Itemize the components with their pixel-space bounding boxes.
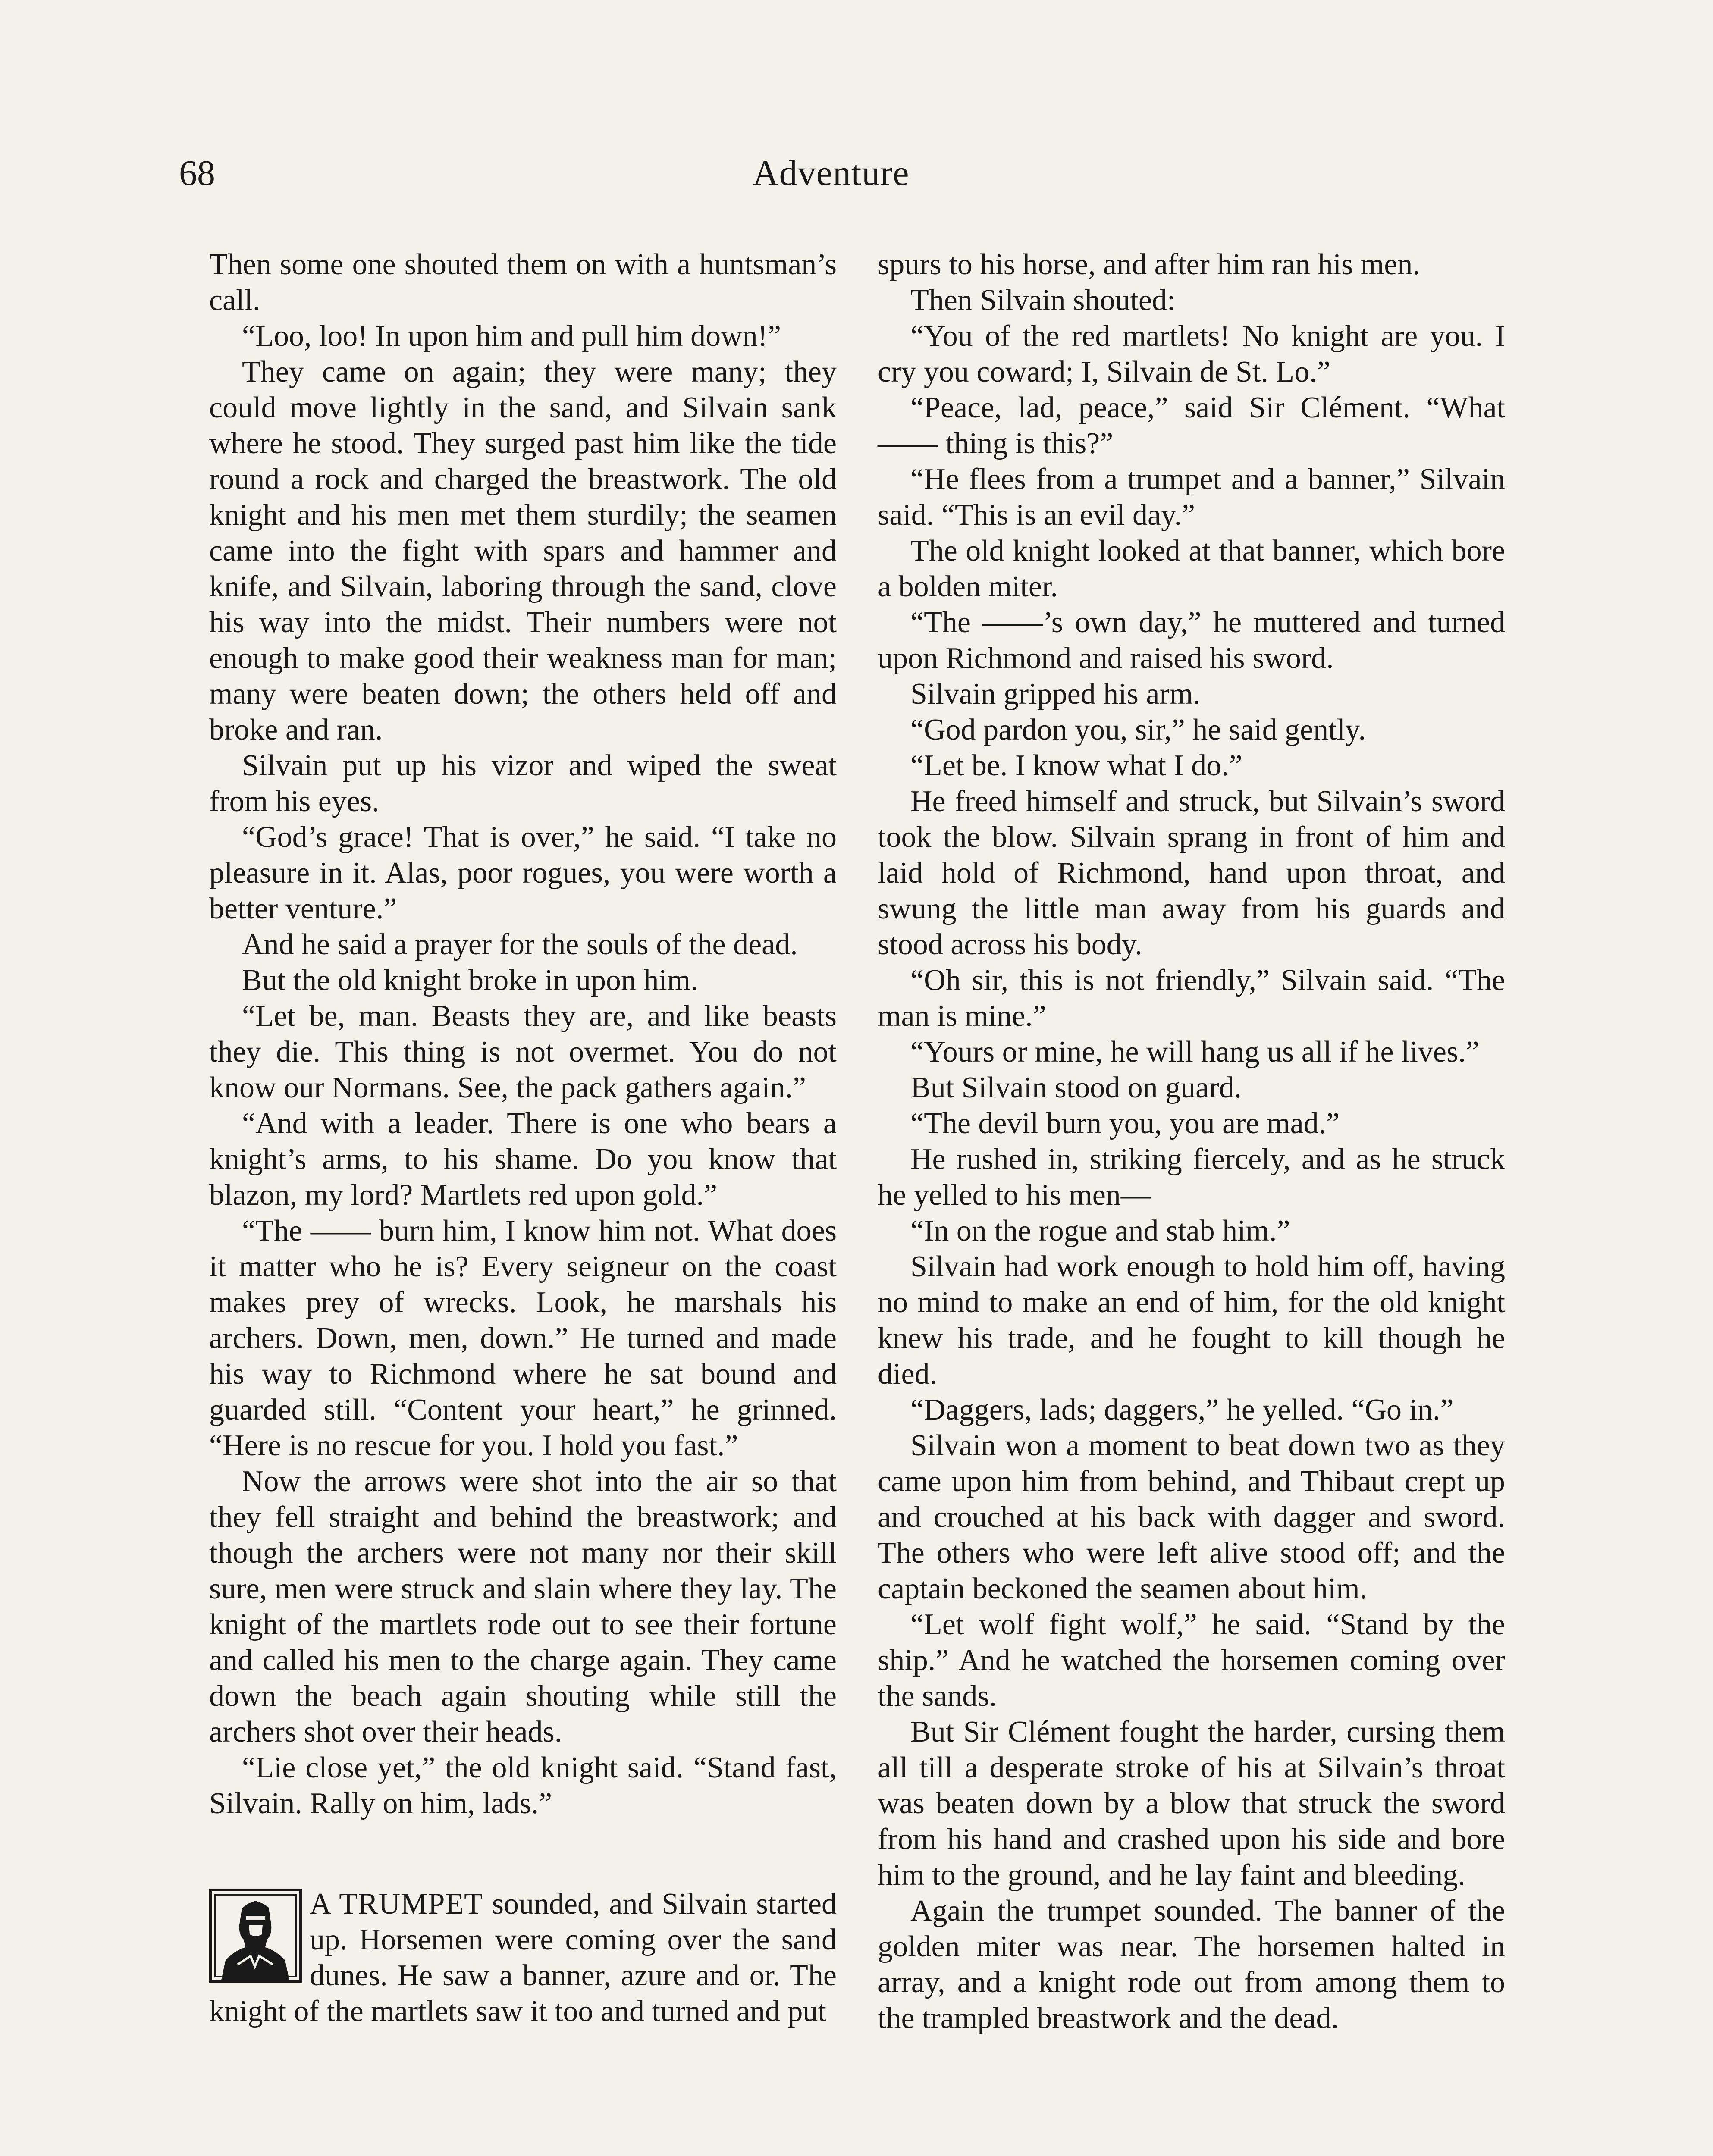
paragraph: “Let wolf fight wolf,” he said. “Stand by the ship.” And he watched the horsemen coming over the sands. [878, 1608, 1505, 1713]
continued-line: spurs to his horse, and after him ran his men. [878, 248, 1420, 281]
paragraph: Then Silvain shouted: [910, 284, 1176, 317]
paragraph: “He flees from a trumpet and a banner,” Silvain said. “This is an evil day.” [878, 463, 1505, 532]
illustrated-dropcap-icon [209, 1889, 302, 1983]
section-lead-caps: A TRUMPET [310, 1887, 483, 1921]
paragraph: He freed himself and struck, but Silvain’s sword took the blow. Silvain sprang in front of him and laid hold of Richmond, hand upon throat, and swung the little man away from his guards and stood across his body. [878, 785, 1505, 961]
paragraph: “The devil burn you, you are mad.” [910, 1107, 1340, 1140]
running-title: Adventure [753, 153, 910, 193]
paragraph: He rushed in, striking fiercely, and as he struck he yelled to his men— [878, 1143, 1505, 1212]
paragraph: “You of the red martlets! No knight are you. I cry you coward; I, Silvain de St. Lo.” [878, 320, 1505, 389]
paragraph: “God’s grace! That is over,” he said. “I take no pleasure in it. Alas, poor rogues, you were worth a better venture.” [209, 821, 837, 925]
paragraph: But Sir Clément fought the harder, cursing them all till a desperate stroke of his at Silvain’s throat was beaten down by a blow that struck the sword from his hand and crashed upon his side and bore him to the ground, and he lay faint and bleeding. [878, 1715, 1505, 1892]
right-column [878, 247, 1505, 2036]
paragraph: But the old knight broke in upon him. [242, 964, 698, 997]
paragraph: Silvain had work enough to hold him off, having no mind to make an end of him, for the old knight knew his trade, and he fought to kill though he died. [878, 1250, 1505, 1391]
paragraph: Again the trumpet sounded. The banner of the golden miter was near. The horsemen halted in array, and a knight rode out from among them to the trampled breastwork and the dead. [878, 1894, 1505, 2035]
paragraph: Silvain gripped his arm. [910, 677, 1201, 711]
paragraph: “Loo, loo! In upon him and pull him down!” [242, 320, 781, 353]
paragraph: “The ——’s own day,” he muttered and turned upon Richmond and raised his sword. [878, 606, 1505, 675]
paragraph: Now the arrows were shot into the air so that they fell straight and behind the breastwork; and though the archers were not many nor their skill sure, men were struck and slain where they lay. The knight of the martlets rode out to see their fortune and called his men to the charge again. They came down the beach again shouting while still the archers shot over their heads. [209, 1465, 837, 1749]
left-column [209, 247, 837, 2029]
paragraph: “Yours or mine, he will hang us all if he lives.” [910, 1035, 1479, 1069]
paragraph: “Let be. I know what I do.” [910, 749, 1242, 782]
section-lead-rest: sounded, and Silvain started up. Horsemen were coming over the sand dunes. He saw a banner, azure and or. The knight of the martlets saw it too and turned and put [209, 1887, 837, 2028]
paragraph: And he said a prayer for the souls of the dead. [242, 928, 798, 961]
paragraph: Silvain won a moment to beat down two as they came upon him from behind, and Thibaut crept up and crouched at his back with dagger and sword. The others who were left alive stood off; and the captain beckoned the seamen about him. [878, 1429, 1505, 1605]
paragraph: “Lie close yet,” the old knight said. “Stand fast, Silvain. Rally on him, lads.” [209, 1751, 837, 1820]
paragraph: “The —— burn him, I know him not. What does it matter who he is? Every seigneur on the coast makes prey of wrecks. Look, he marshals his archers. Down, men, down.” He turned and made his way to Richmond where he sat bound and guarded still. “Content your heart,” he grinned. “Here is no rescue for you. I hold you fast.” [209, 1214, 837, 1462]
paragraph: The old knight looked at that banner, which bore a bolden miter. [878, 534, 1505, 603]
paragraph: “And with a leader. There is one who bears a knight’s arms, to his shame. Do you know that blazon, my lord? Martlets red upon gold.” [209, 1107, 837, 1212]
paragraph: “Daggers, lads; daggers,” he yelled. “Go in.” [910, 1393, 1454, 1426]
paragraph: “In on the rogue and stab him.” [910, 1214, 1290, 1247]
paragraph: “Peace, lad, peace,” said Sir Clément. “What —— thing is this?” [878, 391, 1505, 460]
paragraph: They came on again; they were many; they could move lightly in the sand, and Silvain sank where he stood. They surged past him like the tide round a rock and charged the breastwork. The old knight and his men met them sturdily; the seamen came into the fight with spars and hammer and knife, and Silvain, laboring through the sand, clove his way into the midst. Their numbers were not enough to make good their weakness man for man; many were beaten down; the others held off and broke and ran. [209, 355, 837, 746]
paragraph: But Silvain stood on guard. [910, 1071, 1242, 1104]
paragraph: Then some one shouted them on with a huntsman’s call. [209, 248, 837, 317]
paragraph: “God pardon you, sir,” he said gently. [910, 713, 1366, 746]
paragraph: “Oh sir, this is not friendly,” Silvain said. “The man is mine.” [878, 964, 1505, 1033]
section-opening-paragraph [209, 1886, 837, 2029]
page-number: 68 [179, 153, 215, 193]
paragraph: Silvain put up his vizor and wiped the sweat from his eyes. [209, 749, 837, 818]
paragraph: “Let be, man. Beasts they are, and like beasts they die. This thing is not overmet. You do not know our Normans. See, the pack gathers again.” [209, 1000, 837, 1104]
